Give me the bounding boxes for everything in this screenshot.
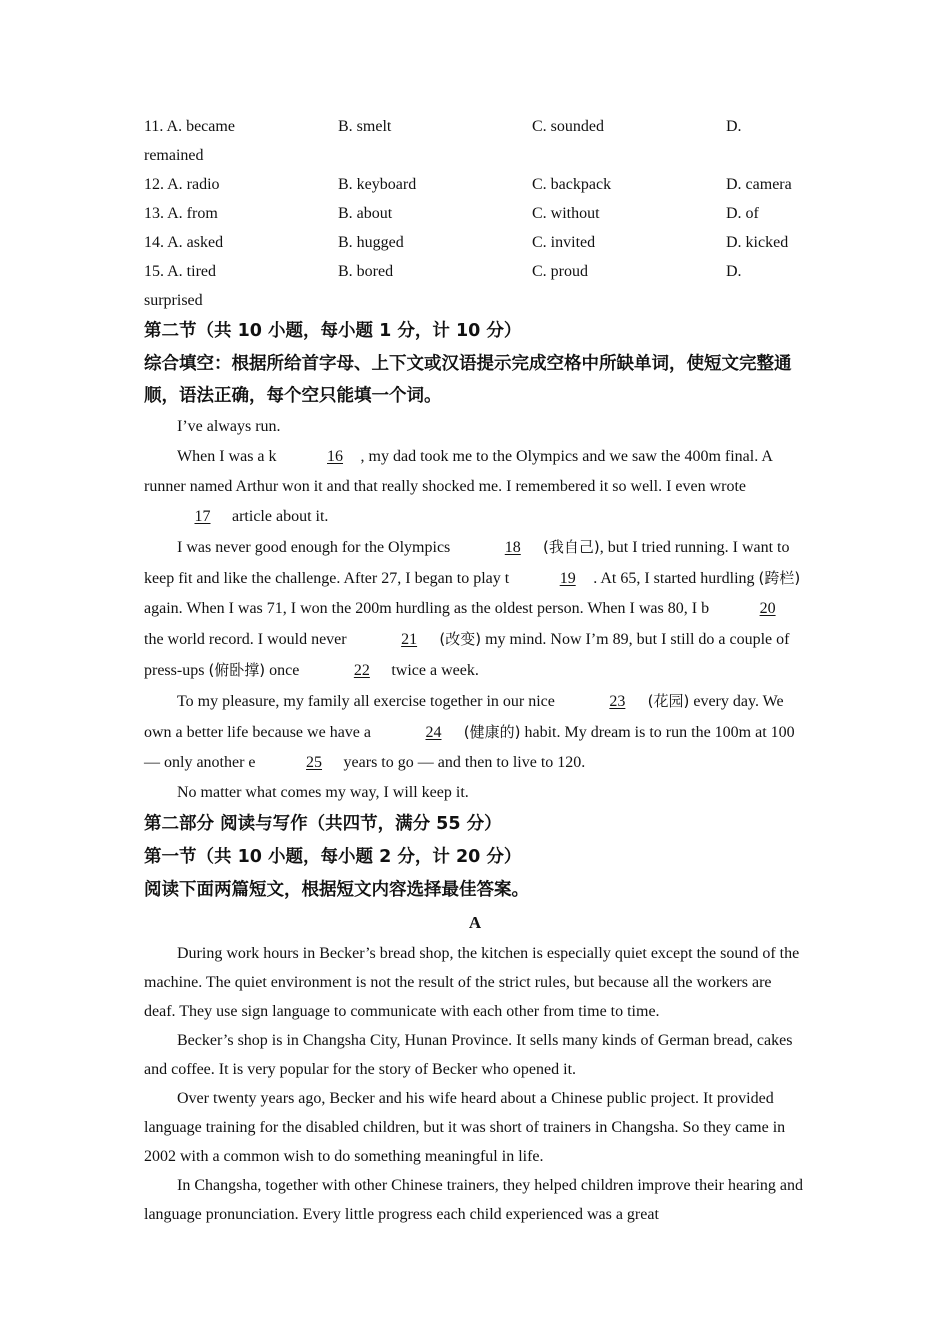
section-instruction: 综合填空：根据所给首字母、上下文或汉语提示完成空格中所缺单词，使短文完整通顺，语法正确，每个空只能填一个词。 bbox=[144, 354, 792, 406]
text-span: habit. My dream is to run the 100m at 100 — only another e bbox=[144, 724, 795, 771]
option-b: B. about bbox=[338, 205, 393, 222]
text-span: years to go — and then to live to 120. bbox=[339, 754, 586, 771]
subsection-heading: 第一节（共 10 小题，每小题 2 分，计 20 分） bbox=[144, 847, 522, 867]
part-heading: 第二部分 阅读与写作（共四节，满分 55 分） bbox=[144, 814, 502, 834]
chinese-hint: (花园) bbox=[642, 692, 690, 710]
option-d-wrap: remained bbox=[144, 147, 204, 164]
text-span: , but I tried running. I want to keep fit and like the challenge. After 27, I began to play t bbox=[144, 539, 790, 587]
option-a: 13. A. from bbox=[144, 205, 218, 222]
blank-20[interactable]: 20 bbox=[759, 600, 776, 617]
reading-paragraph: Becker’s shop is in Changsha City, Hunan Province. It sells many kinds of German bread, cakes and coffee. It is very popular for the story of Becker who opened it. bbox=[144, 1032, 793, 1078]
option-d: D. camera bbox=[726, 176, 792, 193]
reading-paragraph: During work hours in Becker’s bread shop, the kitchen is especially quiet except the sound of the machine. The quiet environment is not the result of the strict rules, but because all the workers are deaf. They use sign language to communicate with each other from time to time. bbox=[144, 945, 800, 1020]
text-span: When I was a k bbox=[177, 448, 277, 465]
cloze-passage bbox=[144, 412, 806, 808]
chinese-hint: (改变) bbox=[434, 630, 482, 648]
option-row-15 bbox=[144, 257, 806, 286]
blank-23[interactable]: 23 bbox=[609, 693, 626, 710]
text-span: the world record. I would never bbox=[144, 631, 351, 648]
option-c: C. proud bbox=[532, 263, 588, 280]
text-span: I was never good enough for the Olympics bbox=[177, 539, 455, 556]
text-span: article about it. bbox=[228, 508, 329, 525]
text-span: my mind. Now I’m 89, but I still do a couple of press-ups bbox=[144, 631, 790, 679]
text-span: once bbox=[265, 662, 304, 679]
blank-24[interactable]: 24 bbox=[425, 724, 442, 741]
reading-instruction: 阅读下面两篇短文，根据短文内容选择最佳答案。 bbox=[144, 880, 529, 900]
option-row-11 bbox=[144, 112, 806, 141]
cloze-paragraph-1: I’ve always run. bbox=[177, 418, 281, 435]
text-span: again. When I was 71, I won the 200m hurdling as the oldest person. When I was 80, I b bbox=[144, 600, 710, 617]
option-b: B. keyboard bbox=[338, 176, 417, 193]
option-a: 15. A. tired bbox=[144, 263, 216, 280]
option-d: D. kicked bbox=[726, 234, 789, 251]
option-c: C. sounded bbox=[532, 118, 604, 135]
option-c: C. backpack bbox=[532, 176, 612, 193]
option-row-14 bbox=[144, 228, 806, 257]
text-span: , my dad took me to the Olympics and we saw the 400m final. A runner named Arthur won it and that really shocked me. I remembered it so well. I even wrote bbox=[144, 448, 773, 495]
reading-passage bbox=[144, 939, 806, 1229]
option-c: C. invited bbox=[532, 234, 596, 251]
option-row-13 bbox=[144, 199, 806, 228]
cloze-paragraph-3 bbox=[144, 532, 806, 686]
cloze-paragraph-5: No matter what comes my way, I will keep it. bbox=[177, 784, 469, 801]
option-b: B. bored bbox=[338, 263, 394, 280]
option-d: D. bbox=[726, 118, 742, 135]
text-span: To my pleasure, my family all exercise together in our nice bbox=[177, 693, 559, 710]
chinese-hint: (健康的) bbox=[459, 723, 521, 741]
cloze-paragraph-4 bbox=[144, 686, 806, 778]
option-d: D. bbox=[726, 263, 742, 280]
reading-paragraph: In Changsha, together with other Chinese trainers, they helped children improve their hearing and language pronunciation. Every little progress each child experienced was a great bbox=[144, 1177, 804, 1223]
text-span: twice a week. bbox=[387, 662, 479, 679]
passage-title: A bbox=[468, 913, 482, 932]
option-a: 11. A. became bbox=[144, 118, 235, 135]
blank-18[interactable]: 18 bbox=[504, 539, 521, 556]
chinese-hint: (跨栏) bbox=[758, 569, 801, 587]
blank-22[interactable]: 22 bbox=[353, 662, 370, 679]
reading-paragraph: Over twenty years ago, Becker and his wife heard about a Chinese public project. It provided language training for the disabled children, but it was short of trainers in Changsha. So they came in 2002 with a common wish to do something meaningful in life. bbox=[144, 1090, 786, 1165]
chinese-hint: (我自己) bbox=[538, 538, 600, 556]
cloze-paragraph-2 bbox=[144, 442, 806, 532]
option-d-wrap: surprised bbox=[144, 292, 203, 309]
option-b: B. hugged bbox=[338, 234, 404, 251]
option-a: 12. A. radio bbox=[144, 176, 220, 193]
option-row-12 bbox=[144, 170, 806, 199]
option-a: 14. A. asked bbox=[144, 234, 224, 251]
blank-17[interactable]: 17 bbox=[194, 508, 211, 525]
page-content bbox=[144, 112, 806, 1229]
text-span: every day. We own a better life because we have a bbox=[144, 693, 784, 741]
option-b: B. smelt bbox=[338, 118, 392, 135]
blank-25[interactable]: 25 bbox=[306, 754, 323, 771]
blank-21[interactable]: 21 bbox=[401, 631, 418, 648]
option-c: C. without bbox=[532, 205, 600, 222]
blank-16[interactable]: 16 bbox=[327, 448, 344, 465]
text-span: . At 65, I started hurdling bbox=[593, 570, 759, 587]
chinese-hint: (俯卧撑) bbox=[208, 661, 266, 679]
option-d: D. of bbox=[726, 205, 759, 222]
section-heading: 第二节（共 10 小题，每小题 1 分，计 10 分） bbox=[144, 321, 522, 341]
blank-19[interactable]: 19 bbox=[559, 570, 576, 587]
